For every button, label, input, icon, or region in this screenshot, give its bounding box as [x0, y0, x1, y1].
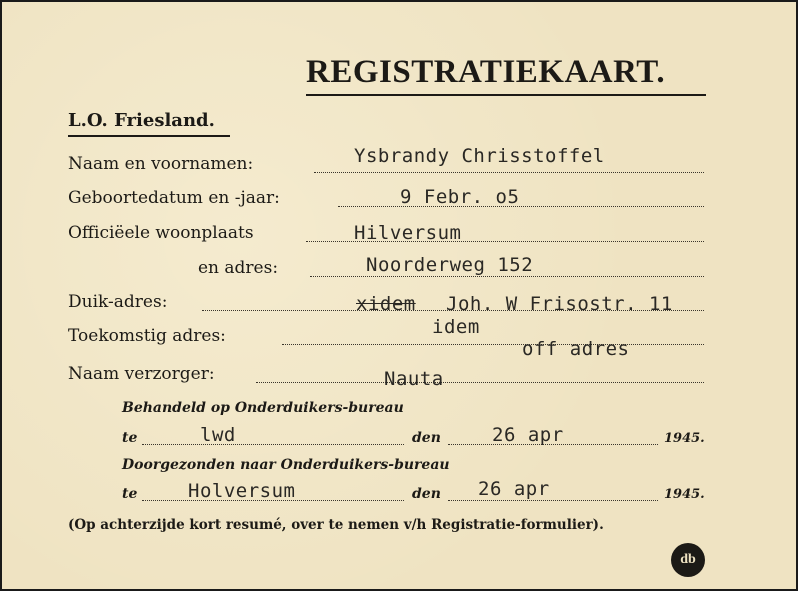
- adres-line: [310, 276, 704, 277]
- title-underline: [306, 94, 706, 96]
- woonplaats-label: Officiëele woonplaats: [68, 223, 254, 243]
- organization-underline: [68, 135, 230, 137]
- verzorger-value: Nauta: [384, 368, 444, 390]
- duik-value-struck: xidem: [356, 293, 416, 315]
- geboorte-line: [338, 206, 704, 207]
- doorgezonden-den-label: den: [412, 486, 441, 502]
- verzorger-label: Naam verzorger:: [68, 364, 215, 384]
- publisher-logo-icon: db: [671, 543, 705, 577]
- footnote: (Op achterzijde kort resumé, over te nemen v/h Registratie-formulier).: [68, 517, 604, 533]
- registration-card: [2, 2, 796, 589]
- behandeld-te-line: [142, 444, 404, 445]
- behandeld-den-value: 26 apr: [492, 424, 564, 446]
- adres-label: en adres:: [198, 258, 279, 278]
- duik-label: Duik-adres:: [68, 292, 168, 312]
- toekomstig-label: Toekomstig adres:: [68, 326, 226, 346]
- doorgezonden-te-label: te: [122, 486, 138, 502]
- verzorger-line: [256, 382, 704, 383]
- doorgezonden-year: 1945.: [664, 487, 705, 502]
- organization-label: L.O. Friesland.: [68, 110, 215, 131]
- behandeld-te-label: te: [122, 430, 138, 446]
- toekomstig-value-1: idem: [432, 316, 480, 338]
- doorgezonden-te-value: Holversum: [188, 480, 296, 502]
- toekomstig-value-2: off adres: [522, 338, 630, 360]
- behandeld-te-value: lwd: [200, 424, 236, 446]
- doorgezonden-den-value: 26 apr: [478, 478, 550, 500]
- naam-line: [314, 172, 704, 173]
- card-title: REGISTRATIEKAART.: [306, 54, 666, 90]
- geboorte-value: 9 Febr. o5: [400, 186, 520, 208]
- behandeld-den-label: den: [412, 430, 441, 446]
- toekomstig-line: [282, 344, 704, 345]
- woonplaats-value: Hilversum: [354, 222, 462, 244]
- naam-value: Ysbrandy Chrisstoffel: [354, 145, 605, 167]
- doorgezonden-den-line: [448, 500, 658, 501]
- duik-value: Joh. W Frisostr. 11: [446, 293, 673, 315]
- behandeld-year: 1945.: [664, 431, 705, 446]
- geboorte-label: Geboortedatum en -jaar:: [68, 188, 280, 208]
- adres-value: Noorderweg 152: [366, 254, 534, 276]
- naam-label: Naam en voornamen:: [68, 154, 254, 174]
- behandeld-heading: Behandeld op Onderduikers-bureau: [122, 400, 404, 416]
- doorgezonden-heading: Doorgezonden naar Onderduikers-bureau: [122, 457, 450, 473]
